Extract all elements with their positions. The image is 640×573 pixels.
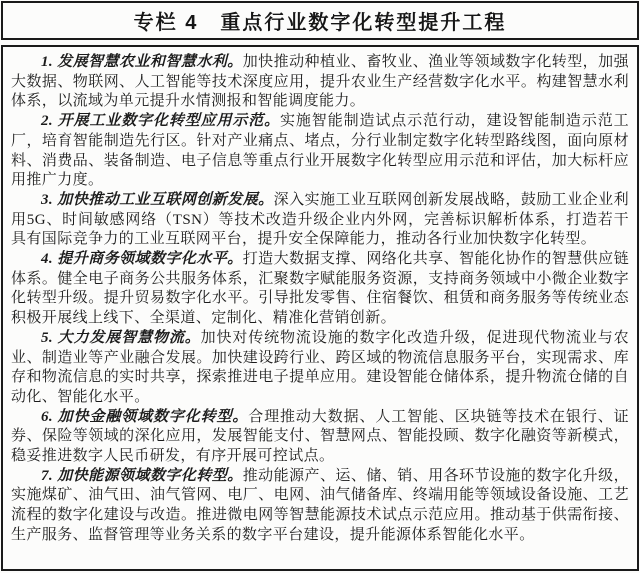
paragraph (11, 408, 629, 467)
paragraph-lead: 3. 加快推动工业互联网创新发展。 (41, 191, 274, 208)
paragraph-lead: 2. 开展工业数字化转型应用示范。 (41, 113, 281, 130)
box-content (1, 45, 639, 571)
paragraph-text: 打造大数据支撑、网络化共享、智能化协作的智慧供应链体系。健全电子商务公共服务体系，汇聚数字赋能服务资源，支持商务领域中小微企业数字化转型升级。提升贸易数字化水平。引导批发零售、住宿餐饮、租赁和商务服务等传统业态积极开展线上线下、全渠道、定制化、精准化营销创新。 (11, 251, 629, 327)
paragraph-lead: 6. 加快金融领域数字化转型。 (41, 408, 249, 425)
paragraph (11, 112, 629, 191)
paragraph (11, 250, 629, 329)
paragraph-lead: 1. 发展智慧农业和智慧水利。 (41, 54, 243, 70)
box-title: 专栏 4 重点行业数字化转型提升工程 (133, 12, 507, 34)
paragraph-text: 合理推动大数据、人工智能、区块链等技术在银行、证券、保险等领域的深化应用，发展智能支付、智慧网点、智能投顾、数字化融资等新模式，稳妥推进数字人民币研发，有序开展可控试点。 (11, 408, 629, 465)
paragraph-text: 实施智能制造试点示范行动，建设智能制造示范工厂，培育智能制造先行区。针对产业痛点、堵点，分行业制定数字化转型路线图，面向原材料、消费品、装备制造、电子信息等重点行业开展数字化转型应用示范和评估，加大标杆应用推广力度。 (11, 113, 629, 189)
paragraph (11, 53, 629, 112)
paragraph-text: 推动能源产、运、储、销、用各环节设施的数字化升级，实施煤矿、油气田、油气管网、电厂、电网、油气储备库、终端用能等领域设备设施、工艺流程的数字化建设与改造。推进微电网等智慧能源技术试点示范应用。推动基于供需衔接、生产服务、监督管理等业务关系的数字平台建设，提升能源体系智能化水平。 (11, 467, 629, 543)
box-header (1, 1, 639, 40)
paragraph (11, 329, 629, 408)
paragraph (11, 467, 629, 546)
paragraph-lead: 4. 提升商务领域数字化水平。 (41, 251, 243, 268)
paragraph-lead: 7. 加快能源领域数字化转型。 (41, 467, 243, 484)
paragraph-text: 加快对传统物流设施的数字化改造升级，促进现代物流业与农业、制造业等产业融合发展。加快建设跨行业、跨区域的物流信息服务平台，实现需求、库存和物流信息的实时共享，探索推进电子提单应用。建设智能仓储体系，提升物流仓储的自动化、智能化水平。 (11, 329, 629, 405)
paragraph-text: 深入实施工业互联网创新发展战略，鼓励工业企业利用5G、时间敏感网络（TSN）等技术改造升级企业内外网，完善标识解析体系，打造若干具有国际竞争力的工业互联网平台，提升安全保障能力，推动各行业加快数字化转型。 (11, 191, 629, 248)
paragraph-lead: 5. 大力发展智慧物流。 (41, 329, 201, 346)
paragraph (11, 191, 629, 250)
paragraph-text: 加快推动种植业、畜牧业、渔业等领域数字化转型，加强大数据、物联网、人工智能等技术深度应用，提升农业生产经营数字化水平。构建智慧水利体系，以流域为单元提升水情测报和智能调度能力。 (11, 54, 629, 110)
